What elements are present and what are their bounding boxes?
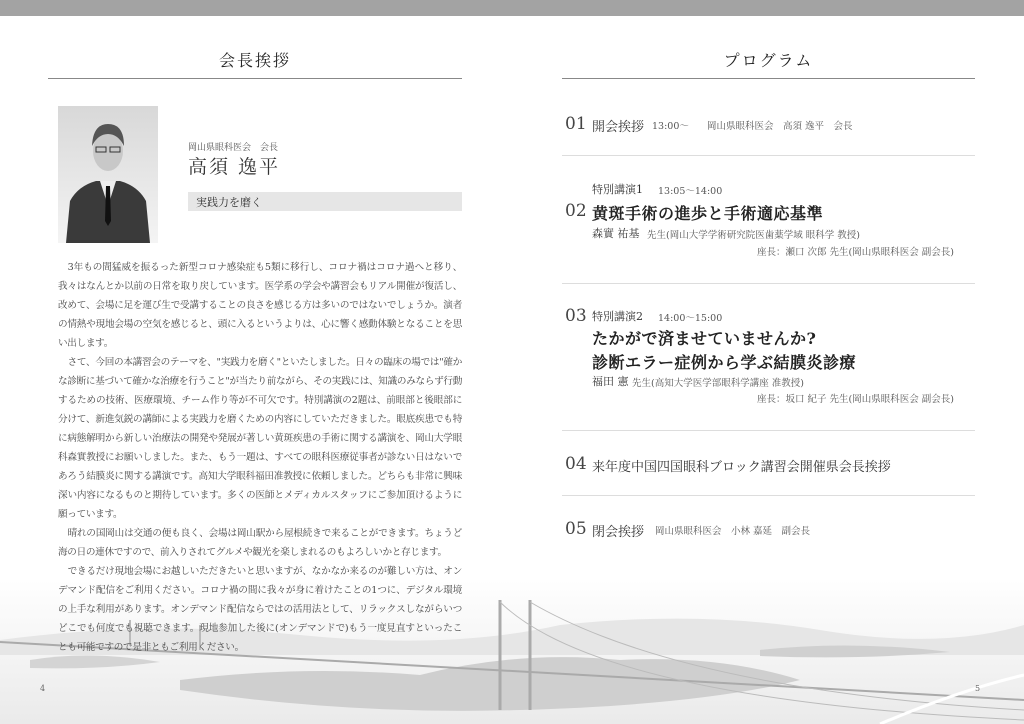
divider	[562, 430, 975, 431]
paragraph: できるだけ現地会場にお越しいただきたいと思いますが、なかなか来るのが難しい方は、オンデマンド配信をご利用ください。コロナ禍の間に我々が身に着けたことの1つに、デジタル環境の上手な利用があります。オンデマンド配信ならではの活用法として、リラックスしながらいつどこでも何度でも視聴できます。現地参加した後に(オンデマンドで)もう一度見直すといったことも可能ですので是非ともご利用ください。	[58, 566, 462, 653]
item-time: 13:00〜	[652, 121, 689, 132]
item-number: 02	[565, 201, 587, 221]
paragraph: さて、今回の本講習会のテーマを、"実践力を磨く"といたしました。日々の臨床の場では"確かな診断に基づいて確かな治療を行うこと"が当たり前ながら、その実践には、知識のみならず行動するための技術、医療環境、チーム作り等が不可欠です。特別講演の2題は、前眼部と後眼部に分けて、新進気鋭の講師による実践力を磨くための内容にしていただきました。眼底疾患でも特に病態解明から新しい治療法の開発や発展が著しい黄斑疾患の手術に関する講演を、岡山大学眼科森實教授にお願いしました。また、もう一題は、すべての眼科医療従事者が診ない日はないであろう結膜炎に関する講演です。高知大学眼科福田准教授に依頼しました。どちらも非常に興味深い内容になるものと期待しています。多くの医師とメディカルスタッフにご参加頂けるように願っています。	[58, 357, 462, 520]
item-number: 04	[565, 454, 587, 474]
lecture-title-line2: 診断エラー症例から学ぶ結膜炎診療	[592, 353, 857, 372]
president-organization: 岡山県眼科医会 会長	[188, 143, 279, 153]
item-label: 来年度中国四国眼科ブロック講習会開催県会長挨拶	[592, 460, 891, 475]
item-time: 14:00〜15:00	[658, 313, 723, 324]
paragraph: 3年もの間猛威を振るった新型コロナ感染症も5類に移行し、コロナ禍はコロナ過へと移り、我々はなんとか以前の日常を取り戻しています。医学系の学会や講習会もリアル開催が復活し、改めて、会場に足を運び生で受講することの良さを感じる方は多いのではないでしょうか。演者の情熱や現地会場の空気を感じると、頭に入るというよりは、心に響く感動体験となることを思い出します。	[58, 262, 462, 349]
page-number-left: 4	[40, 684, 46, 693]
lecture-title: 黄斑手術の進歩と手術適応基準	[592, 204, 824, 223]
item-label: 開会挨拶	[592, 120, 645, 135]
item-label: 特別講演2	[592, 310, 643, 323]
heading-rule	[48, 78, 462, 79]
page-number-right: 5	[975, 684, 981, 693]
chair: 座長：瀬口 次郎 先生(岡山県眼科医会 副会長)	[757, 247, 954, 258]
top-bar	[0, 0, 1024, 16]
item-detail: 岡山県眼科医会 小林 嘉延 副会長	[655, 526, 811, 537]
greeting-body	[58, 258, 462, 657]
divider	[562, 155, 975, 156]
lecture-title-line1: たかがで済ませていませんか?	[592, 329, 817, 348]
theme-banner: 実践力を磨く	[188, 192, 462, 211]
speaker-name: 福田 憲	[592, 375, 629, 388]
item-detail: 岡山県眼科医会 高須 逸平 会長	[707, 121, 853, 132]
item-number: 03	[565, 306, 587, 326]
paragraph: 晴れの国岡山は交通の便も良く、会場は岡山駅から屋根続きで来ることができます。ちょうど海の日の連休ですので、前入りされてグルメや観光を楽しまれるのもよろしいかと存じます。	[58, 528, 462, 558]
speaker-name: 森實 祐基	[592, 227, 640, 240]
item-time: 13:05〜14:00	[658, 186, 723, 197]
program-heading: プログラム	[723, 51, 814, 70]
chair: 座長：坂口 紀子 先生(岡山県眼科医会 副会長)	[757, 394, 954, 405]
divider	[562, 283, 975, 284]
item-label: 特別講演1	[592, 183, 643, 196]
item-number: 05	[565, 519, 587, 539]
greeting-heading: 会長挨拶	[218, 51, 291, 70]
speaker-affiliation: 先生(岡山大学学術研究院医歯薬学域 眼科学 教授)	[647, 230, 860, 241]
item-number: 01	[565, 114, 587, 134]
item-label: 閉会挨拶	[592, 525, 645, 540]
speaker-affiliation: 先生(高知大学医学部眼科学講座 准教授)	[632, 378, 804, 389]
president-photo	[58, 106, 158, 243]
president-name: 高須 逸平	[188, 156, 281, 178]
heading-rule	[562, 78, 975, 79]
divider	[562, 495, 975, 496]
